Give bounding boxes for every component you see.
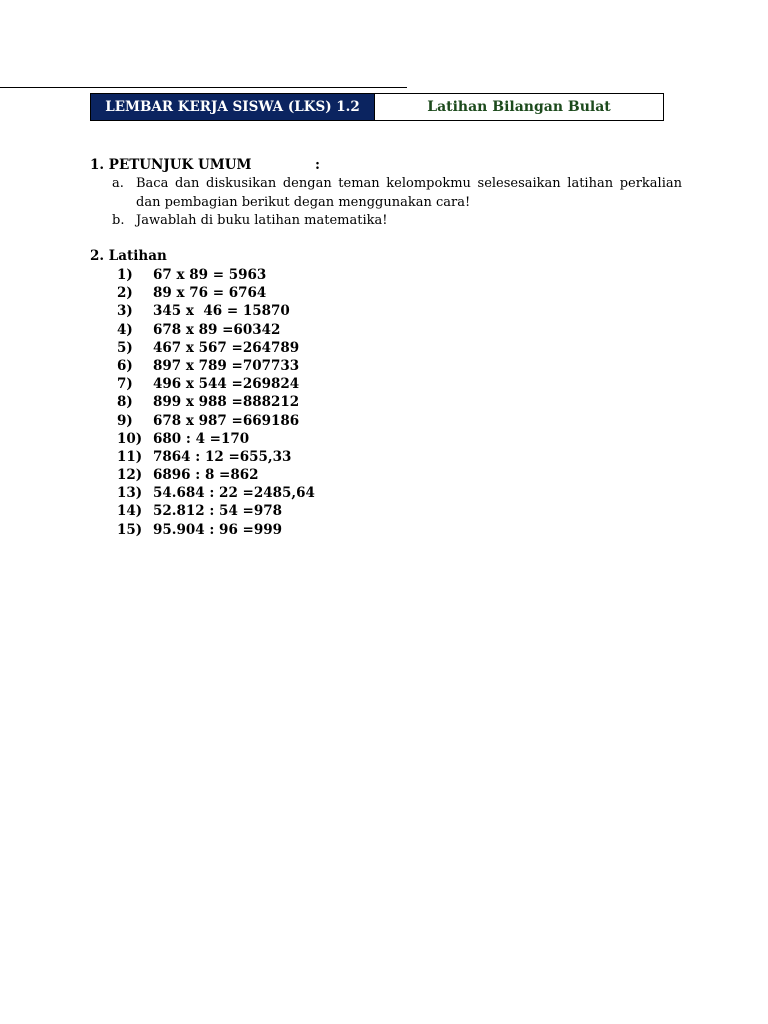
instruction-text: Jawablah di buku latihan matematika!: [136, 213, 388, 228]
exercise-text: 95.904 : 96 =999: [153, 521, 283, 538]
exercise-text: 67 x 89 = 5963: [153, 267, 267, 283]
exercise-item: [117, 266, 315, 284]
exercise-text: 6896 : 8 =862: [153, 467, 259, 484]
exercise-list: [117, 266, 315, 539]
exercise-text: 897 x 789 =707733: [153, 357, 300, 374]
exercise-text: 467 x 567 =264789: [153, 339, 300, 356]
exercise-number: 14): [117, 503, 143, 520]
exercise-number: 12): [117, 467, 143, 484]
exercise-text: 899 x 988 =888212: [153, 394, 300, 411]
top-divider-line: [0, 87, 407, 88]
exercise-text: 680 : 4 =170: [153, 430, 250, 447]
exercise-text: 678 x 987 =669186: [153, 412, 300, 429]
exercise-text: 7864 : 12 =655,33: [153, 448, 292, 465]
worksheet-code-label: LEMBAR KERJA SISWA (LKS) 1.2: [91, 94, 375, 120]
exercise-text: 54.684 : 22 =2485,64: [153, 485, 315, 502]
instruction-marker: b.: [112, 213, 125, 228]
exercise-item: [117, 466, 315, 484]
exercise-item: [117, 375, 315, 393]
exercise-number: 15): [117, 521, 143, 538]
instruction-item-a: [112, 175, 682, 212]
exercise-number: 8): [117, 394, 133, 411]
section-exercises-title: 2. Latihan: [90, 248, 167, 264]
exercise-number: 5): [117, 339, 133, 356]
exercise-number: 3): [117, 303, 133, 320]
exercise-number: 11): [117, 448, 143, 465]
exercise-item: [117, 521, 315, 539]
section-general-instructions-title: 1. PETUNJUK UMUM: [90, 157, 252, 173]
worksheet-topic-label: Latihan Bilangan Bulat: [427, 99, 611, 115]
section-title-colon: :: [315, 157, 320, 173]
exercise-text: 678 x 89 =60342: [153, 321, 281, 338]
exercise-item: [117, 339, 315, 357]
exercise-item: [117, 393, 315, 411]
exercise-item: [117, 412, 315, 430]
exercise-item: [117, 502, 315, 520]
exercise-number: 2): [117, 285, 133, 302]
exercise-item: [117, 448, 315, 466]
exercise-item: [117, 302, 315, 320]
exercise-item: [117, 357, 315, 375]
exercise-item: [117, 484, 315, 502]
exercise-number: 6): [117, 357, 133, 374]
exercise-number: 10): [117, 430, 143, 447]
exercise-number: 4): [117, 321, 133, 338]
exercise-text: 52.812 : 54 =978: [153, 503, 283, 520]
exercise-number: 9): [117, 412, 133, 429]
instruction-item-b: [112, 212, 682, 231]
exercise-number: 1): [117, 267, 133, 283]
exercise-text: 89 x 76 = 6764: [153, 285, 267, 302]
worksheet-header: [90, 93, 664, 121]
exercise-item: [117, 284, 315, 302]
exercise-item: [117, 430, 315, 448]
exercise-text: 496 x 544 =269824: [153, 376, 300, 393]
exercise-item: [117, 321, 315, 339]
instruction-text: Baca dan diskusikan dengan teman kelompokmu selesesaikan latihan perkalian dan pembagian berikut degan menggunakan cara!: [136, 176, 682, 210]
exercise-number: 7): [117, 376, 133, 393]
exercise-text: 345 x 46 = 15870: [153, 303, 290, 320]
exercise-number: 13): [117, 485, 143, 502]
instruction-marker: a.: [112, 176, 124, 191]
